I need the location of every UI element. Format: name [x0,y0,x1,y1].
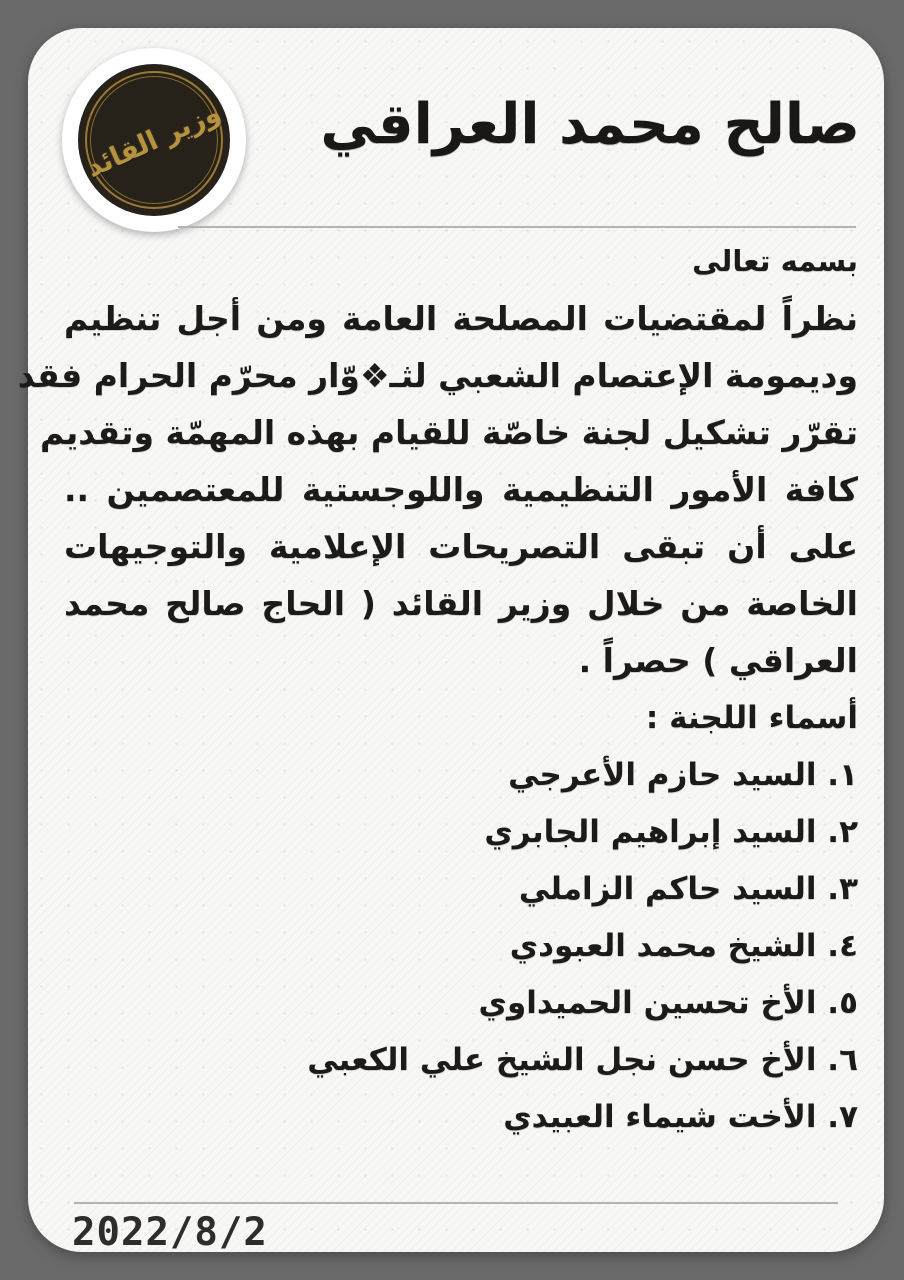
committee-heading: أسماء اللجنة : [645,700,858,736]
body-line: على أن تبقى التصريحات الإعلامية والتوجيهات [64,527,858,566]
body-line: كافة الأمور التنظيمية واللوجستية للمعتصمين .. [64,470,858,509]
body-line: الخاصة من خلال وزير القائد ( الحاج صالح محمد [64,584,858,623]
signature-calligraphy: صالح محمد العراقي [320,92,860,157]
committee-member: ٢. السيد إبراهيم الجابري [484,814,858,850]
seal-calligraphy-text: وزير القائد [82,96,226,184]
header-divider [178,226,856,228]
body-line-last: العراقي ) حصراً . [578,641,858,680]
basmala-line: بسمه تعالى [692,244,858,278]
statement-body [17,232,858,1146]
body-line: وديمومة الإعتصام الشعبي لثـ❖وّار محرّم الحرام فقد [17,356,858,395]
committee-member: ٣. السيد حاكم الزاملي [518,871,858,907]
committee-member: ١. السيد حازم الأعرجي [508,757,858,793]
footer-divider [74,1202,838,1204]
body-line: تقرّر تشكيل لجنة خاصّة للقيام بهذه المهمّة وتقديم [39,413,858,452]
committee-member: ٤. الشيخ محمد العبودي [509,928,858,964]
committee-member: ٥. الأخ تحسين الحميداوي [478,985,858,1021]
statement-date: 2022/8/2 [72,1210,268,1255]
minister-seal [62,48,246,232]
committee-member: ٦. الأخ حسن نجل الشيخ علي الكعبي [307,1042,858,1078]
statement-card [17,28,884,1255]
body-line: نظراً لمقتضيات المصلحة العامة ومن أجل تنظيم [64,299,858,338]
committee-member: ٧. الأخت شيماء العبيدي [503,1099,858,1135]
seal-disc [78,64,230,216]
